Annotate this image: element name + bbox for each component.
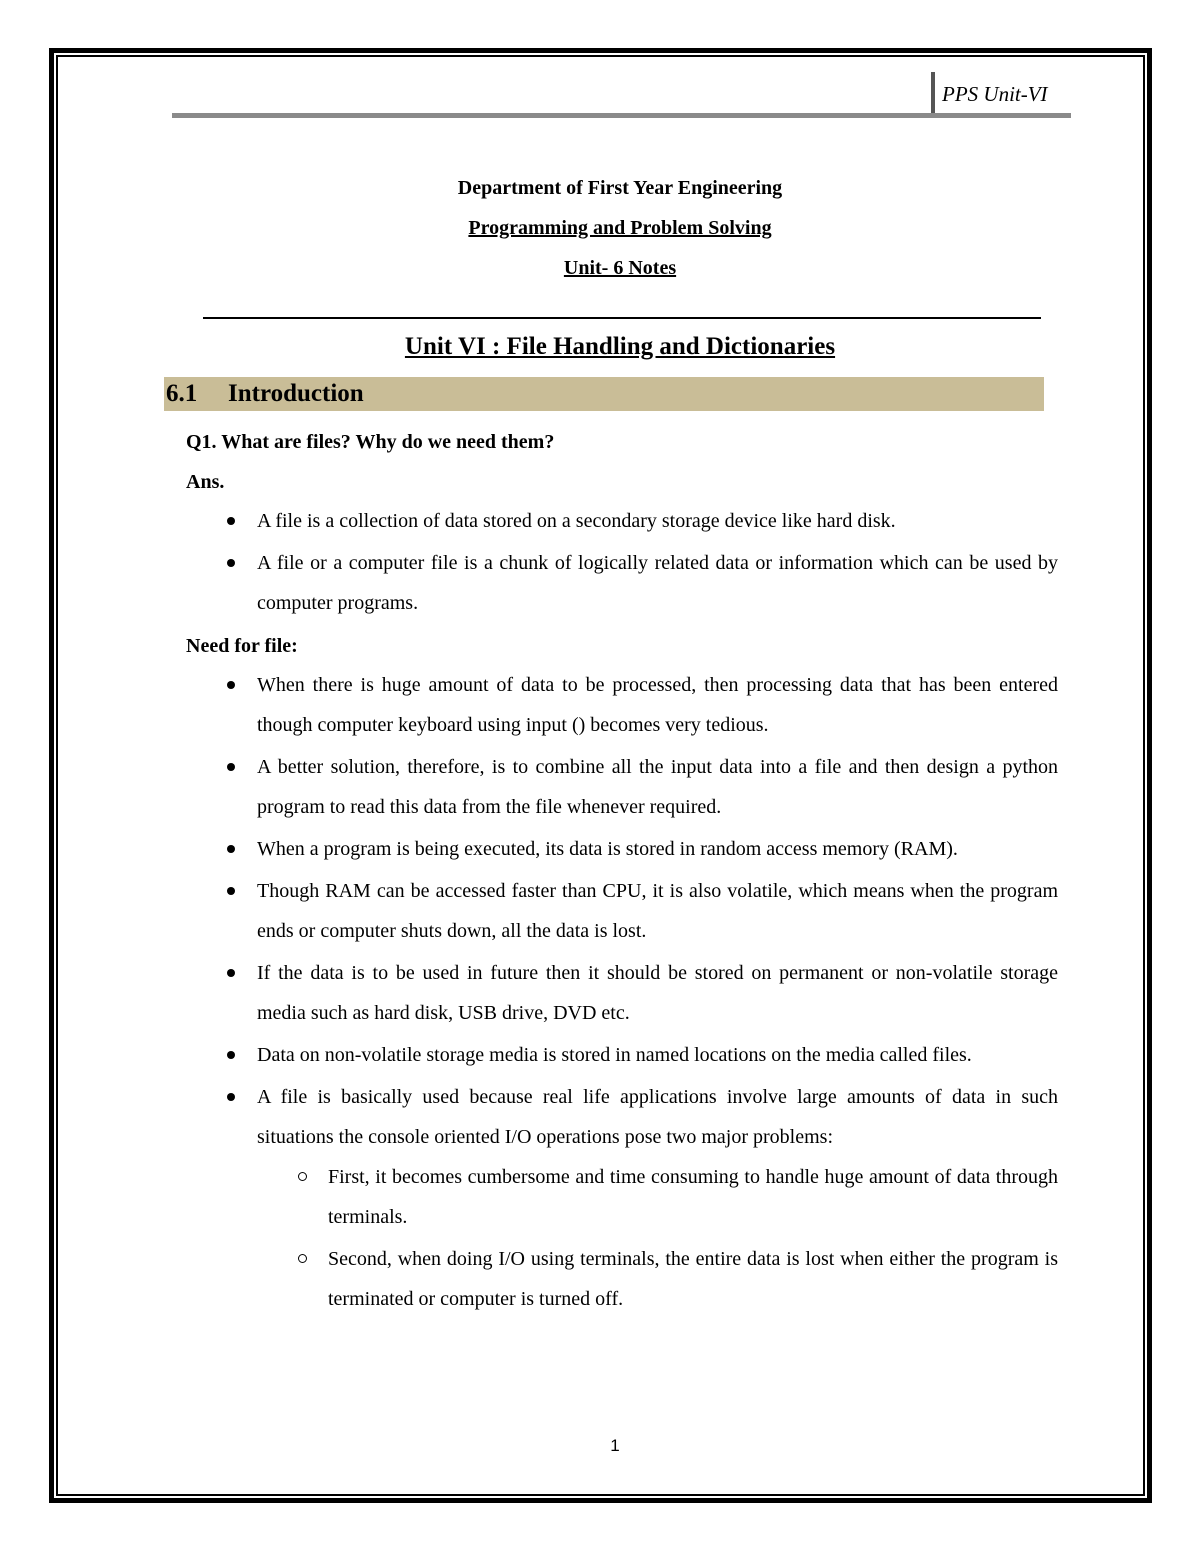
department-title: Department of First Year Engineering <box>457 177 783 199</box>
sub-list-item <box>301 1239 1058 1319</box>
bullet-icon <box>227 1051 235 1059</box>
bullet-icon <box>227 681 235 689</box>
sub-list <box>301 1157 1058 1319</box>
section-heading <box>164 377 1044 411</box>
list-item <box>230 871 1058 951</box>
list-item-text: When a program is being executed, its data is stored in random access memory (RAM). <box>257 838 958 860</box>
sub-list-item-text: Second, when doing I/O using terminals, the entire data is lost when either the program is terminated or computer is turned off. <box>328 1248 1058 1310</box>
question-heading: Q1. What are files? Why do we need them? <box>186 431 555 453</box>
list-item-text: If the data is to be used in future then it should be stored on permanent or non-volatile storage media such as hard disk, USB drive, DVD etc. <box>257 962 1058 1024</box>
header-rule <box>172 113 1071 118</box>
bullet-icon <box>227 969 235 977</box>
bullet-icon <box>227 763 235 771</box>
unit-title: Unit VI : File Handling and Dictionaries <box>404 333 836 360</box>
list-item <box>230 543 1058 623</box>
title-rule <box>203 317 1041 319</box>
hollow-bullet-icon <box>298 1172 307 1181</box>
list-item-text: A file is basically used because real life applications involve large amounts of data in such situations the console oriented I/O operations pose two major problems: <box>257 1086 1058 1148</box>
list-item <box>230 1035 1058 1075</box>
bullet-icon <box>227 559 235 567</box>
hollow-bullet-icon <box>298 1254 307 1263</box>
bullet-icon <box>227 1093 235 1101</box>
list-item-text: When there is huge amount of data to be processed, then processing data that has been entered though computer keyboard using input () becomes very tedious. <box>257 674 1058 736</box>
header-label: PPS Unit-VI <box>942 82 1048 106</box>
page-number: 1 <box>610 1436 620 1455</box>
need-heading: Need for file: <box>186 635 298 657</box>
header-divider <box>931 72 935 116</box>
list-item-text: A file or a computer file is a chunk of logically related data or information which can be used by computer programs. <box>257 552 1058 614</box>
notes-title: Unit- 6 Notes <box>563 257 677 279</box>
answer-label: Ans. <box>186 471 225 493</box>
list-item <box>230 665 1058 745</box>
bullet-icon <box>227 517 235 525</box>
section-number: 6.1 <box>166 380 198 407</box>
list-item <box>230 501 1058 541</box>
list-item <box>230 1077 1058 1319</box>
list-item <box>230 953 1058 1033</box>
answer-list <box>230 501 1058 625</box>
list-item-text: Though RAM can be accessed faster than CPU, it is also volatile, which means when the program ends or computer shuts down, all the data is lost. <box>257 880 1058 942</box>
list-item-text: Data on non-volatile storage media is stored in named locations on the media called files. <box>257 1044 972 1066</box>
bullet-icon <box>227 845 235 853</box>
bullet-icon <box>227 887 235 895</box>
course-title: Programming and Problem Solving <box>468 217 772 239</box>
sub-list-item-text: First, it becomes cumbersome and time consuming to handle huge amount of data through terminals. <box>328 1166 1058 1228</box>
list-item <box>230 829 1058 869</box>
list-item-text: A better solution, therefore, is to combine all the input data into a file and then design a python program to read this data from the file whenever required. <box>257 756 1058 818</box>
section-name: Introduction <box>228 380 364 407</box>
list-item <box>230 747 1058 827</box>
list-item-text: A file is a collection of data stored on a secondary storage device like hard disk. <box>257 510 896 532</box>
sub-list-item <box>301 1157 1058 1237</box>
need-list <box>230 665 1058 1321</box>
